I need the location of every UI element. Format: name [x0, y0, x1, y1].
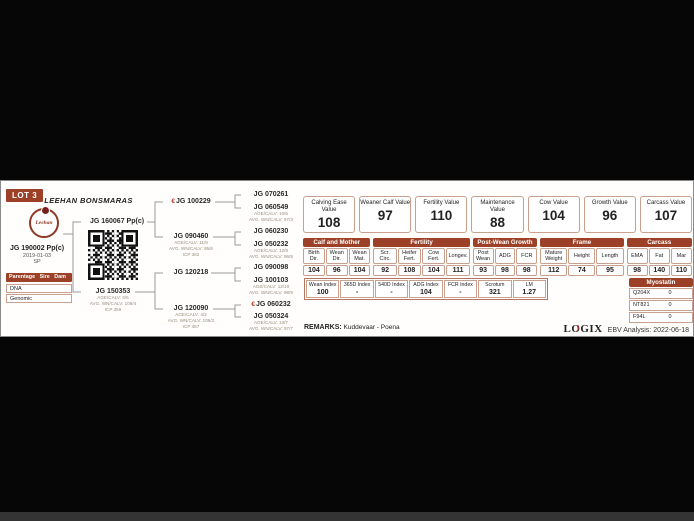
index-cell-wean: Wean Index 100 — [306, 280, 339, 298]
index-cell-lm: LM 1.27 — [513, 280, 546, 298]
ebv-group-calf-and-mother: Calf and Mother Birth Dir. 104 Wean Dir. 96 Wean Mat. 104 — [303, 238, 370, 276]
pedigree-node-gen2-4: JG 120090 AGE/CALV: 4/2 AVG. WN/CALV: 109/2 ICP 487 — [167, 305, 215, 329]
certificate-document — [0, 180, 694, 337]
pedigree-node-gen3-6: JG 100103 AGE/CALV: 12/10 AVG. WN/CALV: 98/9 — [249, 277, 293, 295]
myostatin-row-f94l: F94L 0 — [629, 312, 693, 323]
stud-mark-icon: € — [171, 198, 175, 205]
ebv-table — [303, 238, 692, 276]
pedigree-node-gen3-3: JG 060230 — [253, 228, 289, 235]
index-row — [304, 278, 548, 300]
myostatin-table: Myostatin Q204X 0 NT821 0 F94L 0 — [629, 278, 693, 323]
myostatin-row-q204x: Q204X 0 — [629, 288, 693, 299]
stud-mark-icon: € — [251, 301, 255, 308]
ebv-group-post-wean-growth: Post-Wean Growth Post Wean 93 ADG 98 FCR 98 — [473, 238, 537, 276]
value-box-growth: Growth Value 96 — [584, 196, 636, 233]
remarks-text: Kuddevaar - Poena — [343, 324, 400, 331]
ebv-group-carcass: Carcass EMA 98 Fat 140 Mar 110 — [627, 238, 692, 276]
pedigree-node-sire: JG 160067 Pp(c) — [89, 218, 145, 225]
pedigree-node-dam: JG 150353 AGE/CALV: 6/5 AVG. WN/CALV: 109/4 ICP 359 — [89, 288, 137, 312]
value-box-weaner-calf: Weaner Calf Value 97 — [359, 196, 411, 233]
pedigree-node-gen2-3: JG 120218 — [173, 269, 209, 276]
ebv-panel — [303, 181, 692, 336]
animal-id: JG 190002 Pp(c) — [9, 245, 65, 252]
pedigree-node-gen3-2: JG 060549 AGE/CALV: 10/6 AVG. WN/CALV: 97/3 — [249, 204, 293, 222]
logix-logo: LOGIX — [563, 323, 603, 335]
qr-code — [88, 229, 138, 281]
parentage-header: Parentage Sire Dam — [6, 273, 72, 282]
index-cell-fcr: FCR Index - — [444, 280, 477, 298]
pedigree-node-gen2-1: €JG 100229 — [171, 198, 211, 205]
remarks — [304, 324, 400, 331]
index-cell-scrotum: Scrotum 321 — [478, 280, 511, 298]
value-box-carcass: Carcass Value 107 — [640, 196, 692, 233]
value-boxes-row — [303, 196, 692, 233]
lot-badge: LOT 3 — [6, 189, 43, 202]
pedigree-node-gen3-4: JG 050232 AGE/CALV: 12/9 AVG. WN/CALV: 96/9 — [249, 241, 293, 259]
value-box-fertility: Fertility Value 110 — [415, 196, 467, 233]
pedigree-node-gen3-5: JG 090098 — [253, 264, 289, 271]
index-cell-adg: ADG Index 104 — [409, 280, 442, 298]
animal-code: SP — [33, 259, 41, 265]
myostatin-row-nt821: NT821 0 — [629, 300, 693, 311]
logo-text: Leehan — [35, 220, 53, 226]
index-cell-540d: 540D Index - — [375, 280, 408, 298]
ebv-group-frame: Frame Mature Weight 112 Height 74 Length 95 — [540, 238, 623, 276]
pedigree-node-gen3-7: €JG 060232 — [251, 301, 291, 308]
value-box-calving-ease: Calving Ease Value 108 — [303, 196, 355, 233]
remarks-label: REMARKS: — [304, 324, 342, 331]
animal-birth-date: 2019-01-03 — [22, 253, 52, 259]
pedigree-node-gen2-2: JG 090460 AGE/CALV: 11/9 AVG. WN/CALV: 95/6 ICP 382 — [169, 233, 213, 257]
taskbar-strip — [0, 512, 694, 521]
subject-animal — [1, 245, 73, 265]
logo-seal-icon — [41, 206, 50, 215]
ebv-analysis-date: EBV Analysis: 2022-06-18 — [607, 327, 689, 334]
pedigree-node-gen3-1: JG 070261 — [253, 191, 289, 198]
leehan-logo — [29, 208, 59, 238]
value-box-maintenance: Maintenance Value 88 — [471, 196, 523, 233]
genomic-row: Genomic — [6, 294, 72, 303]
ebv-group-fertility: Fertility Scr. Circ. 92 Heifer Fert. 108 Cow Fert. 104 Longev. 111 — [373, 238, 469, 276]
dna-row: DNA — [6, 284, 72, 293]
pedigree-node-gen3-8: JG 050324 AGE/CALV: 10/7 AVG. WN/CALV: 97/7 — [249, 313, 293, 331]
value-box-cow: Cow Value 104 — [528, 196, 580, 233]
farm-title: LEEHAN BONSMARAS — [44, 196, 133, 205]
index-cell-365d: 365D Index - — [340, 280, 373, 298]
footer-right — [563, 323, 689, 335]
